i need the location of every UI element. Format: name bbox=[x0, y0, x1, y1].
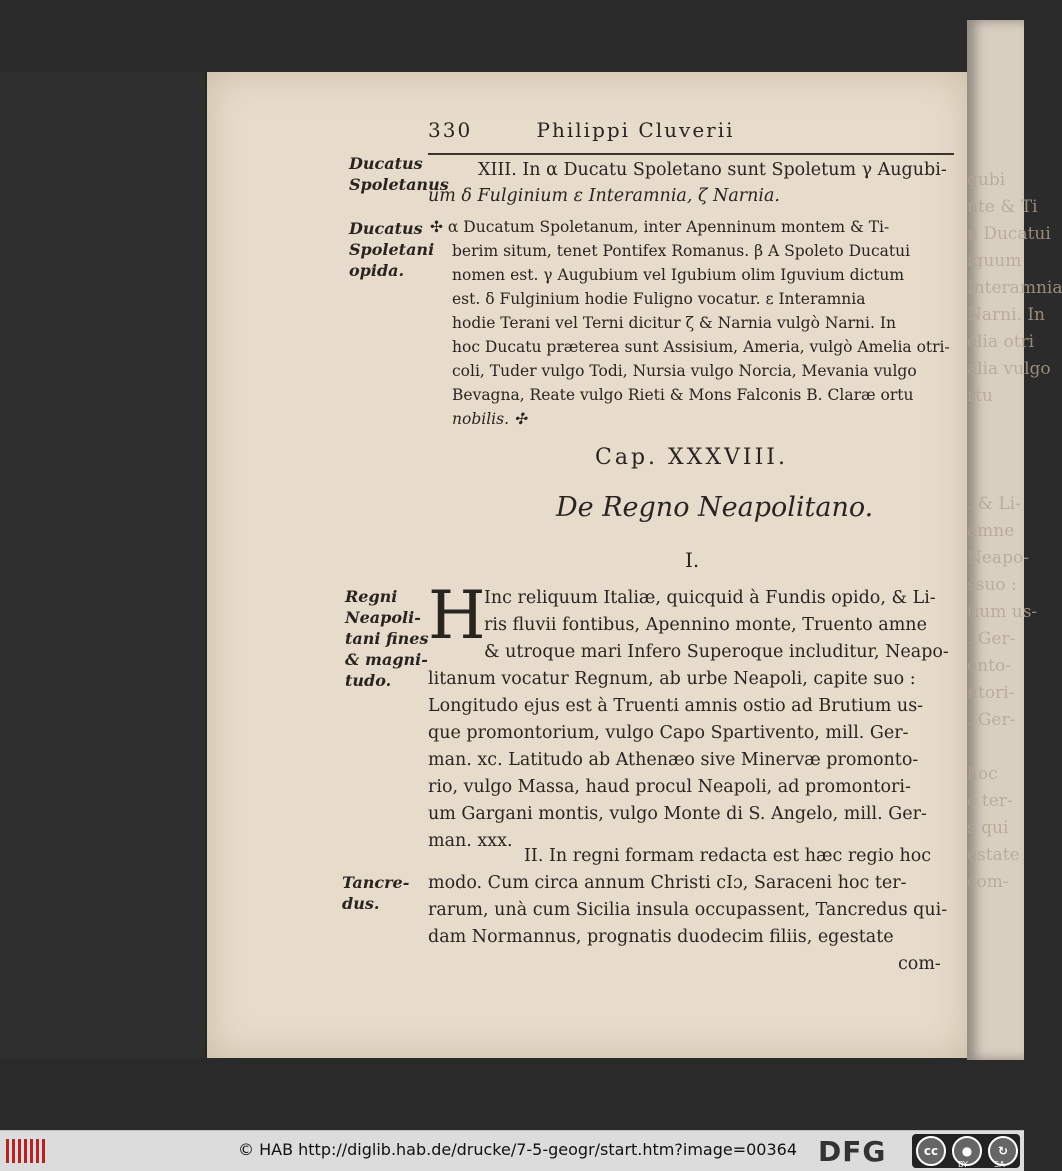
text-line: litanum vocatur Regnum, ab urbe Neapoli, capite suo : bbox=[428, 669, 916, 689]
by-icon: ● bbox=[952, 1136, 982, 1166]
text-line: ✣ α Ducatum Spoletanum, inter Apenninum montem & Ti- bbox=[430, 218, 890, 236]
by-label: BY bbox=[958, 1160, 968, 1169]
bleed-line: alia vulgo bbox=[967, 359, 1051, 379]
bleed-line: hoc bbox=[967, 764, 998, 784]
text-line: Longitudo ejus est à Truenti amnis ostio ad Brutium us- bbox=[428, 696, 924, 716]
text-line: coli, Tuder vulgo Todi, Nursia vulgo Norcia, Mevania vulgo bbox=[452, 362, 917, 380]
text-line: hoc Ducatu præterea sunt Assisium, Ameria, vulgò Amelia otri- bbox=[452, 338, 950, 356]
bleed-line: . Ger- bbox=[967, 629, 1016, 649]
bleed-line: s qui bbox=[967, 818, 1009, 838]
chapter-label: Cap. XXXVIII. bbox=[595, 445, 788, 470]
text-line: um Gargani montis, vulgo Monte di S. Angelo, mill. Ger- bbox=[428, 804, 927, 824]
margin-line: & magni- bbox=[345, 650, 428, 669]
margin-line: opida. bbox=[349, 261, 405, 280]
bleed-line: Interamnia bbox=[967, 278, 1062, 298]
header-rule bbox=[428, 153, 954, 155]
dfg-logo[interactable]: DFG bbox=[818, 1135, 887, 1168]
text-line: hodie Terani vel Terni dicitur ζ & Narnia vulgò Narni. In bbox=[452, 314, 896, 332]
text-line: man. xxx. bbox=[428, 831, 513, 851]
bleed-line: nte & Ti bbox=[967, 197, 1038, 217]
page-number: 330 bbox=[428, 118, 473, 142]
cc-license-badge[interactable] bbox=[912, 1134, 1020, 1168]
margin-note-ducatus-oppida bbox=[349, 218, 434, 281]
margin-line: Ducatus bbox=[349, 219, 423, 238]
text-line: berim situm, tenet Pontifex Romanus. β A Spoleto Ducatui bbox=[452, 242, 911, 260]
bleed-line: n Ducatui bbox=[967, 224, 1051, 244]
bleed-line: tium us- bbox=[967, 602, 1038, 622]
sa-icon: ↻ bbox=[988, 1136, 1018, 1166]
text-line: & utroque mari Infero Superoque includitur, Neapo- bbox=[484, 642, 949, 662]
bleed-line: elia otri bbox=[967, 332, 1035, 352]
text-line: man. xc. Latitudo ab Athenæo sive Minervæ promonto- bbox=[428, 750, 919, 770]
bleed-line: amne bbox=[967, 521, 1015, 541]
text-line: que promontorium, vulgo Capo Spartivento, mill. Ger- bbox=[428, 723, 909, 743]
margin-line: Spoletanus bbox=[349, 175, 449, 194]
sa-label: SA bbox=[994, 1160, 1005, 1169]
bleed-line: gubi bbox=[967, 170, 1006, 190]
bleed-line: Narni. In bbox=[967, 305, 1045, 325]
bleed-line: c ter- bbox=[967, 791, 1013, 811]
margin-line: Neapoli- bbox=[345, 608, 421, 627]
section-number: I. bbox=[685, 548, 700, 572]
next-page-edge bbox=[967, 20, 1062, 1060]
cc-icon: cc bbox=[916, 1136, 946, 1166]
chapter-title: De Regno Neapolitano. bbox=[556, 492, 874, 523]
bleed-line: onto- bbox=[967, 656, 1011, 676]
text-line: nomen est. γ Augubium vel Igubium olim Iguvium dictum bbox=[452, 266, 905, 284]
text-line: rio, vulgo Massa, haud procul Neapoli, ad promontori- bbox=[428, 777, 911, 797]
text-line: ris fluvii fontibus, Apennino monte, Truento amne bbox=[484, 615, 927, 635]
bleed-line: iguum bbox=[967, 251, 1022, 271]
viewer-footer bbox=[0, 1130, 1024, 1171]
margin-line: Tancre- bbox=[342, 873, 410, 892]
running-title: Philippi Cluverii bbox=[536, 118, 735, 142]
bleed-line: rtu bbox=[967, 386, 993, 406]
text-line: com- bbox=[898, 954, 941, 974]
text-line: XIII. In α Ducatu Spoletano sunt Spoletum γ Augubi- bbox=[478, 160, 947, 180]
bleed-line: ssuo : bbox=[967, 575, 1017, 595]
text-line: modo. Cum circa annum Christi cIɔ, Saraceni hoc ter- bbox=[428, 873, 907, 893]
text-line: um δ Fulginium ε Interamnia, ζ Narnia. bbox=[428, 186, 780, 206]
margin-line: Regni bbox=[345, 587, 398, 606]
margin-note-regni-fines bbox=[345, 586, 429, 691]
running-head bbox=[428, 118, 735, 142]
scan-bottom-margin bbox=[0, 1058, 1024, 1130]
scan-top-margin bbox=[0, 0, 1024, 72]
bleed-line: . & Li- bbox=[967, 494, 1021, 514]
bleed-line: Neapo- bbox=[967, 548, 1029, 568]
margin-note-tancredus bbox=[342, 872, 409, 914]
dropcap: H bbox=[428, 577, 486, 654]
margin-line: Ducatus bbox=[349, 154, 423, 173]
text-line: Inc reliquum Italiæ, quicquid à Fundis opido, & Li- bbox=[484, 588, 936, 608]
text-line: dam Normannus, prognatis duodecim filiis, egestate bbox=[428, 927, 894, 947]
copyright-link[interactable]: © HAB http://diglib.hab.de/drucke/7-5-geogr/start.htm?image=00364 bbox=[238, 1140, 798, 1159]
bleed-line: com- bbox=[967, 872, 1009, 892]
bleed-line: ntori- bbox=[967, 683, 1015, 703]
bleed-line: . Ger- bbox=[967, 710, 1016, 730]
text-line: est. δ Fulginium hodie Fuligno vocatur. ε Interamnia bbox=[452, 290, 866, 308]
margin-line: dus. bbox=[342, 894, 380, 913]
text-line: II. In regni formam redacta est hæc regio hoc bbox=[524, 846, 932, 866]
margin-line: Spoletani bbox=[349, 240, 435, 259]
scan-left-margin bbox=[0, 0, 205, 1130]
hab-logo-icon[interactable] bbox=[6, 1139, 48, 1163]
text-line: Bevagna, Reate vulgo Rieti & Mons Falconis B. Claræ ortu bbox=[452, 386, 914, 404]
text-line: rarum, unà cum Sicilia insula occupassent, Tancredus qui- bbox=[428, 900, 948, 920]
margin-line: tudo. bbox=[345, 671, 392, 690]
text-line: nobilis. ✣ bbox=[452, 410, 527, 428]
bleed-line: estate bbox=[967, 845, 1020, 865]
margin-line: tani fines bbox=[345, 629, 429, 648]
